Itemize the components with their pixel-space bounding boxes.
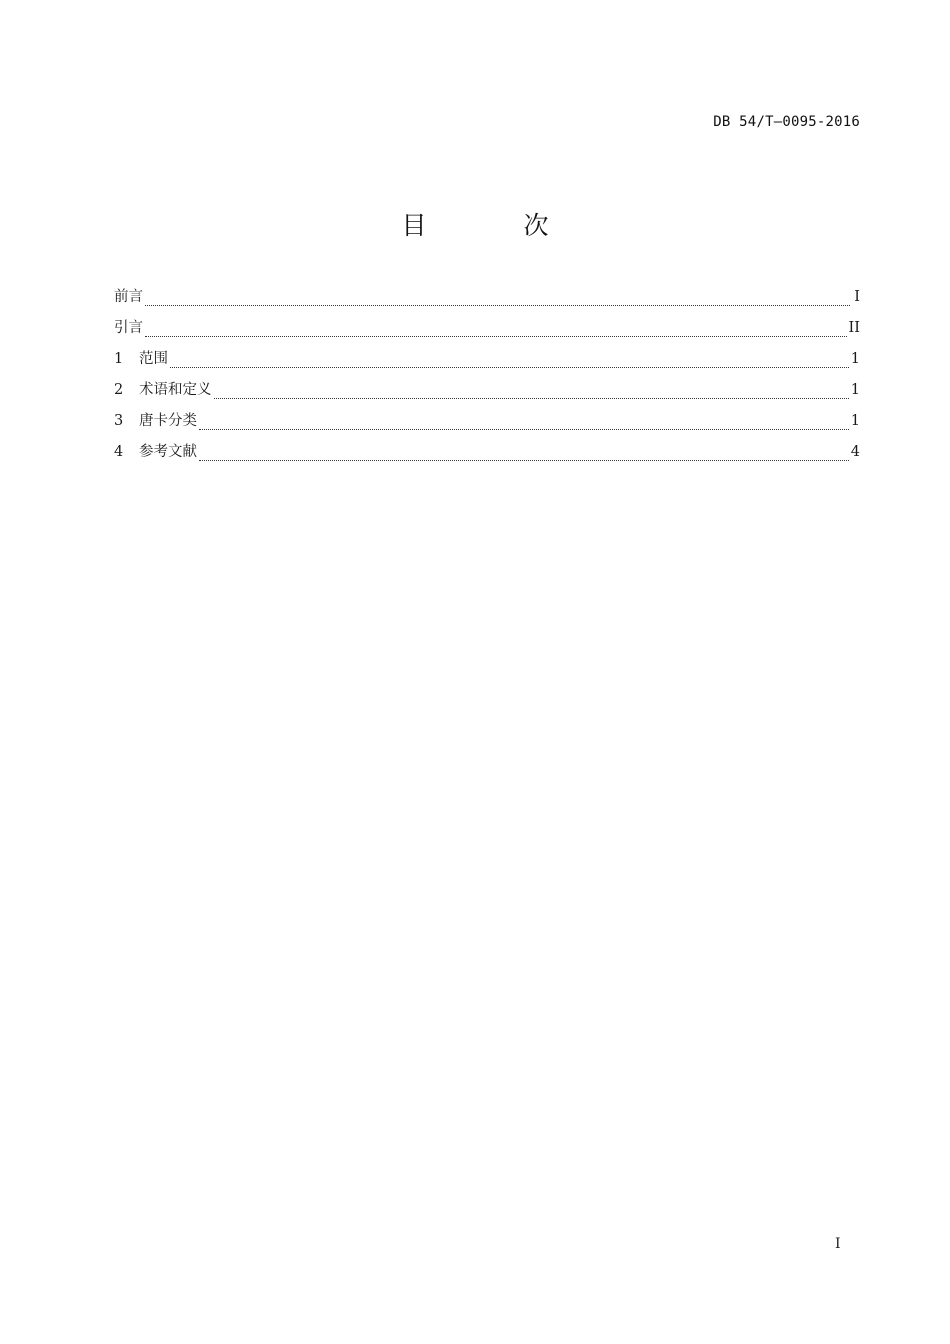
- toc-leader: [199, 429, 849, 430]
- toc-entry-page: 4: [850, 444, 860, 460]
- toc-entry-classification[interactable]: [114, 410, 860, 441]
- toc-entry-label: 前言: [114, 289, 143, 305]
- toc-leader: [170, 367, 849, 368]
- toc-entry-number: 2: [114, 382, 124, 398]
- toc-entry-page: 1: [850, 351, 860, 367]
- toc-leader: [145, 336, 847, 337]
- toc-entry-references[interactable]: [114, 441, 860, 472]
- toc-list: [114, 286, 860, 472]
- toc-entry-number: 4: [114, 444, 124, 460]
- toc-entry-page: II: [848, 320, 860, 336]
- toc-entry-page: 1: [850, 382, 860, 398]
- toc-entry-terms[interactable]: [114, 379, 860, 410]
- page-number: I: [835, 1236, 841, 1252]
- toc-entry-page: I: [854, 289, 860, 305]
- toc-entry-number: 3: [114, 413, 124, 429]
- toc-entry-foreword[interactable]: [114, 286, 860, 317]
- toc-entry-scope[interactable]: [114, 348, 860, 379]
- toc-entry-page: 1: [850, 413, 860, 429]
- toc-title: 目 次: [401, 211, 585, 240]
- toc-leader: [199, 460, 849, 461]
- toc-entry-label: 术语和定义: [139, 382, 212, 398]
- toc-entry-introduction[interactable]: [114, 317, 860, 348]
- standard-code: DB 54/T—0095-2016: [713, 114, 860, 130]
- toc-entry-label: 唐卡分类: [139, 413, 197, 429]
- toc-entry-label: 范围: [139, 351, 168, 367]
- toc-entry-number: 1: [114, 351, 124, 367]
- toc-entry-label: 引言: [114, 320, 143, 336]
- toc-leader: [145, 305, 850, 306]
- toc-leader: [214, 398, 849, 399]
- toc-entry-label: 参考文献: [139, 444, 197, 460]
